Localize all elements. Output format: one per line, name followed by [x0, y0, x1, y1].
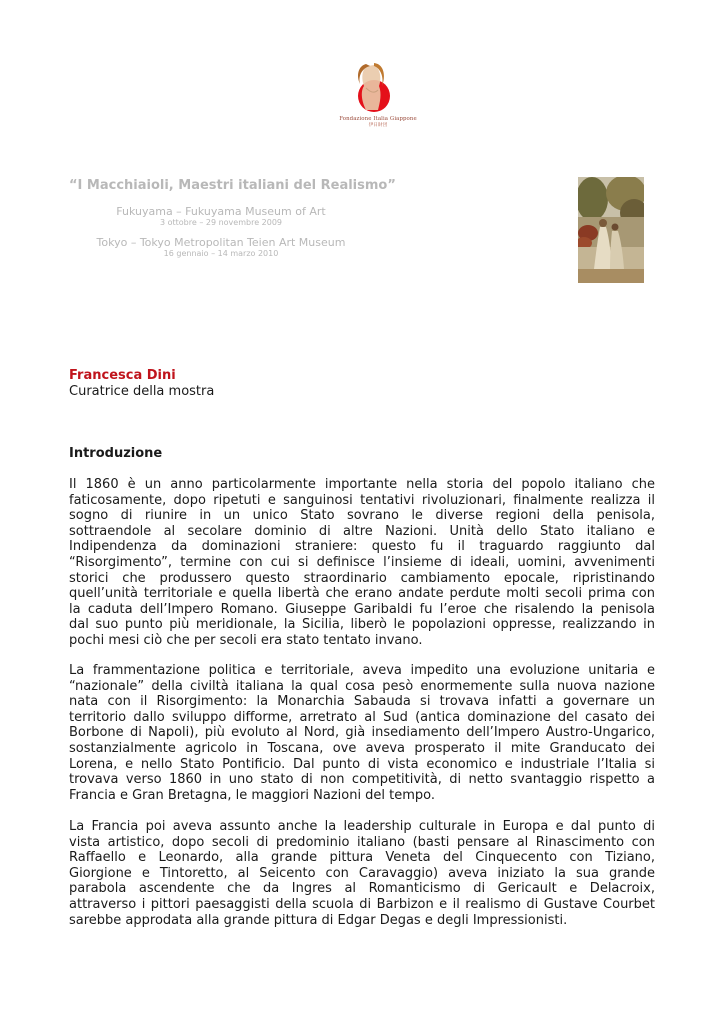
text-line: trovava verso 1860 in uno stato di non competitività, di netto svantaggio rispetto a [69, 772, 655, 788]
text-line: attraverso i pittori paesaggisti della scuola di Barbizon e il realismo di Gustave Courbet [69, 896, 655, 912]
foundation-name-text: Fondazione Italia Giappone [339, 116, 417, 122]
text-line: “nazionale” della civiltà italiana la qual cosa pesò enormemente sulla nuova nazione [69, 678, 655, 694]
text-line: faticosamente, dopo ripetuti e sanguinosi tentativi rivoluzionari, finalmente realizza il [69, 492, 655, 508]
text-line: nata con il Risorgimento: la Monarchia Sabauda si trovava infatti a governare un [69, 694, 655, 710]
venus-sun-emblem-icon [344, 58, 404, 116]
text-line: quell’unità territoriale e quella libertà che erano andate perdute molti secoli prima con [69, 586, 655, 602]
text-line: La Francia poi aveva assunto anche la leadership culturale in Europa e dal punto di [69, 819, 655, 834]
text-line: parabola ascendente che da Ingres al Romanticismo di Gericault e Delacroix, [69, 881, 655, 897]
foundation-name-japanese: 伊日財団 [368, 122, 388, 128]
paragraph-2 [69, 663, 655, 803]
text-line: storici che produssero questo straordinario cambiamento epocale, ripristinando [69, 570, 655, 586]
venue-city: Tokyo – Tokyo Metropolitan Teien Art Museum [96, 236, 346, 249]
painting-image [578, 177, 644, 283]
text-line: dal suo punto più meridionale, la Sicilia, liberò le popolazioni oppresse, realizzando in [69, 617, 655, 633]
venue-dates: 16 gennaio – 14 marzo 2010 [163, 249, 279, 258]
section-heading: Introduzione [69, 446, 163, 461]
text-line: sogno di riunire in un unico Stato sovrano le diverse regioni della penisola, [69, 508, 655, 524]
text-line: Raffaello e Leonardo, alla grande pittura Veneta del Cinquecento con Tiziano, [69, 850, 655, 866]
paragraph-3 [69, 819, 655, 928]
author-name: Francesca Dini [69, 368, 176, 383]
exhibition-title: “I Macchiaioli, Maestri italiani del Realismo” [69, 178, 396, 193]
text-line: Il 1860 è un anno particolarmente importante nella storia del popolo italiano che [69, 477, 655, 492]
text-line: Lorena, e nello Stato Pontificio. Dal punto di vista economico e industriale l’Italia si [69, 756, 655, 772]
venue-tokyo [86, 236, 356, 259]
text-line: sarebbe approdata alla grande pittura di Edgar Degas e degli Impressionisti. [69, 912, 568, 928]
paragraph-1 [69, 477, 655, 649]
text-line: sostanzialmente agricolo in Toscana, ove aveva prosperato il mite Granducato dei [69, 740, 655, 756]
text-line: Francia e Gran Bretagna, le maggiori Nazioni del tempo. [69, 787, 436, 803]
text-line: La frammentazione politica e territoriale, aveva impedito una evoluzione unitaria e [69, 663, 655, 678]
text-line: la caduta dell’Impero Romano. Giuseppe Garibaldi fu l’eroe che risalendo la penisola [69, 601, 655, 617]
venue-city: Fukuyama – Fukuyama Museum of Art [116, 205, 326, 218]
text-line: pochi mesi ciò che per secoli era stato tentato invano. [69, 632, 423, 648]
text-line: Giorgione e Tintoretto, al Seicento con Caravaggio) aveva iniziato la sua grande [69, 865, 655, 881]
foundation-logo [330, 58, 426, 138]
text-line: sottraendole al secolare dominio di altre Nazioni. Unità dello Stato italiano e [69, 523, 655, 539]
foundation-name [330, 116, 426, 128]
painting-thumbnail [578, 177, 644, 283]
author-role: Curatrice della mostra [69, 384, 215, 399]
text-line: “Risorgimento”, termine con cui si definisce l’insieme di ideali, uomini, avvenimenti [69, 554, 655, 570]
venue-fukuyama [107, 205, 335, 228]
text-line: Borbone di Napoli), più evoluto al Nord, già insediamento dell’Impero Austro-Ungarico, [69, 725, 655, 741]
text-line: Indipendenza da dominazioni straniere: questo fu il traguardo raggiunto dal [69, 539, 655, 555]
venue-dates: 3 ottobre – 29 novembre 2009 [159, 218, 283, 227]
text-line: vista artistico, dopo secoli di predominio italiano (basti pensare al Rinascimento con [69, 834, 655, 850]
text-line: territorio dallo sviluppo difforme, arretrato al Sud (antica dominazione del casato dei [69, 709, 655, 725]
